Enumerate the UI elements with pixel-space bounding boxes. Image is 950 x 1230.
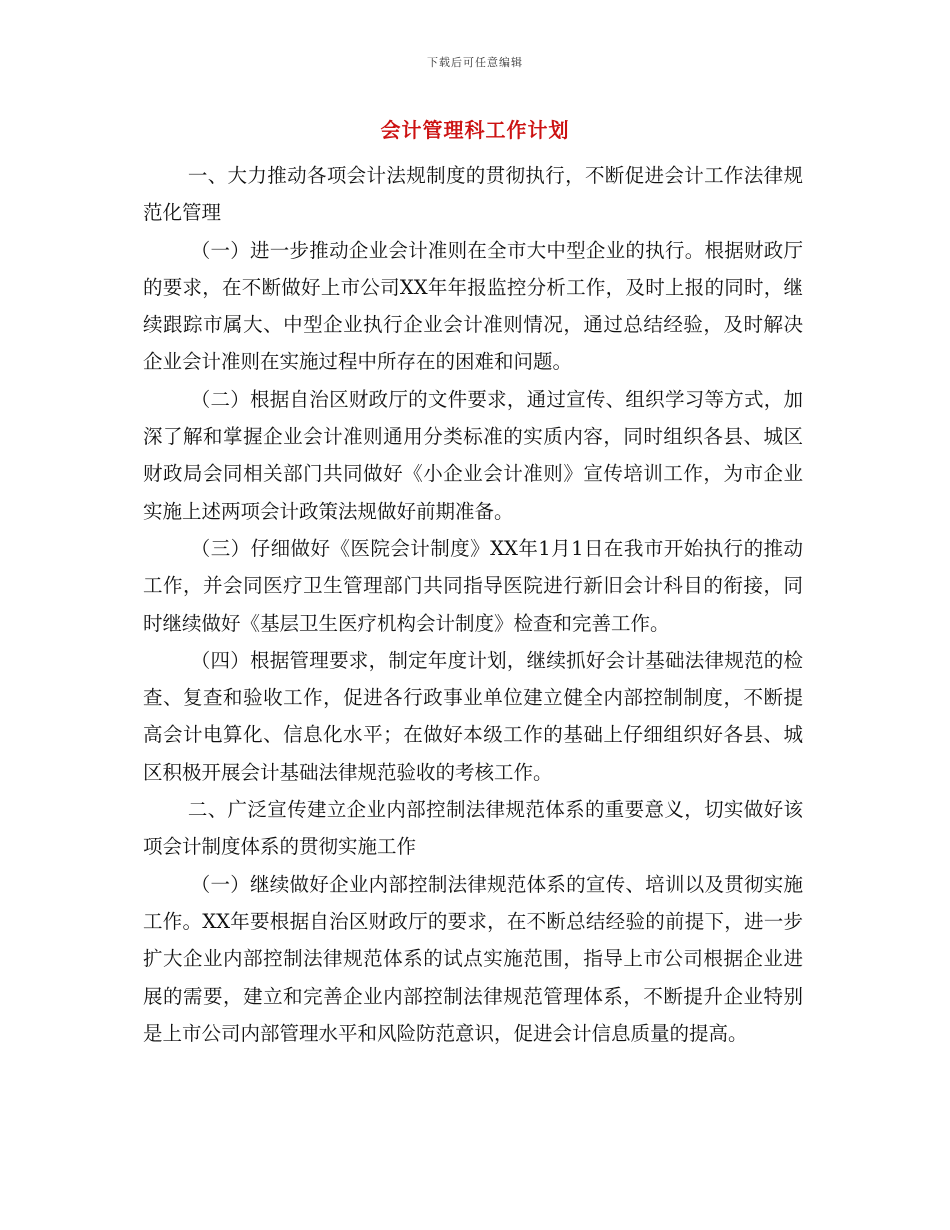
document-title: 会计管理科工作计划 xyxy=(380,118,570,142)
paragraph-2-1: （一）继续做好企业内部控制法律规范体系的宣传、培训以及贯彻实施工作。XX年要根据自治区财政厅的要求，在不断总结经验的前提下，进一步扩大企业内部控制法律规范体系的试点实施范围，指导上市公司根据企业进展的需要，建立和完善企业内部控制法律规范管理体系，不断提升企业特别是上市公司内部管理水平和风险防范意识，促进会计信息质量的提高。 xyxy=(143,872,803,1045)
paragraph-1-3: （三）仔细做好《医院会计制度》XX年1月1日在我市开始执行的推动工作，并会同医疗卫生管理部门共同指导医院进行新旧会计科目的衔接，同时继续做好《基层卫生医疗机构会计制度》检查和完善工作。 xyxy=(143,536,803,635)
paragraph-1-4: （四）根据管理要求，制定年度计划，继续抓好会计基础法律规范的检查、复查和验收工作，促进各行政事业单位建立健全内部控制制度，不断提高会计电算化、信息化水平；在做好本级工作的基础上仔细组织好各县、城区积极开展会计基础法律规范验收的考核工作。 xyxy=(143,648,803,784)
document-body xyxy=(143,157,803,1052)
paragraph-1-2: （二）根据自治区财政厅的文件要求，通过宣传、组织学习等方式，加深了解和掌握企业会计准则通用分类标准的实质内容，同时组织各县、城区财政局会同相关部门共同做好《小企业会计准则》宣传培训工作，为市企业实施上述两项会计政策法规做好前期准备。 xyxy=(143,387,803,523)
section-heading-1: 一、大力推动各项会计法规制度的贯彻执行，不断促进会计工作法律规范化管理 xyxy=(143,164,803,225)
section-heading-2: 二、广泛宣传建立企业内部控制法律规范体系的重要意义，切实做好该项会计制度体系的贯彻实施工作 xyxy=(143,798,803,859)
paragraph-1-1: （一）进一步推动企业会计准则在全市大中型企业的执行。根据财政厅的要求，在不断做好上市公司XX年年报监控分析工作，及时上报的同时，继续跟踪市属大、中型企业执行企业会计准则情况，通过总结经验，及时解决企业会计准则在实施过程中所存在的困难和问题。 xyxy=(143,238,803,374)
header-note: 下载后可任意编辑 xyxy=(427,56,523,69)
